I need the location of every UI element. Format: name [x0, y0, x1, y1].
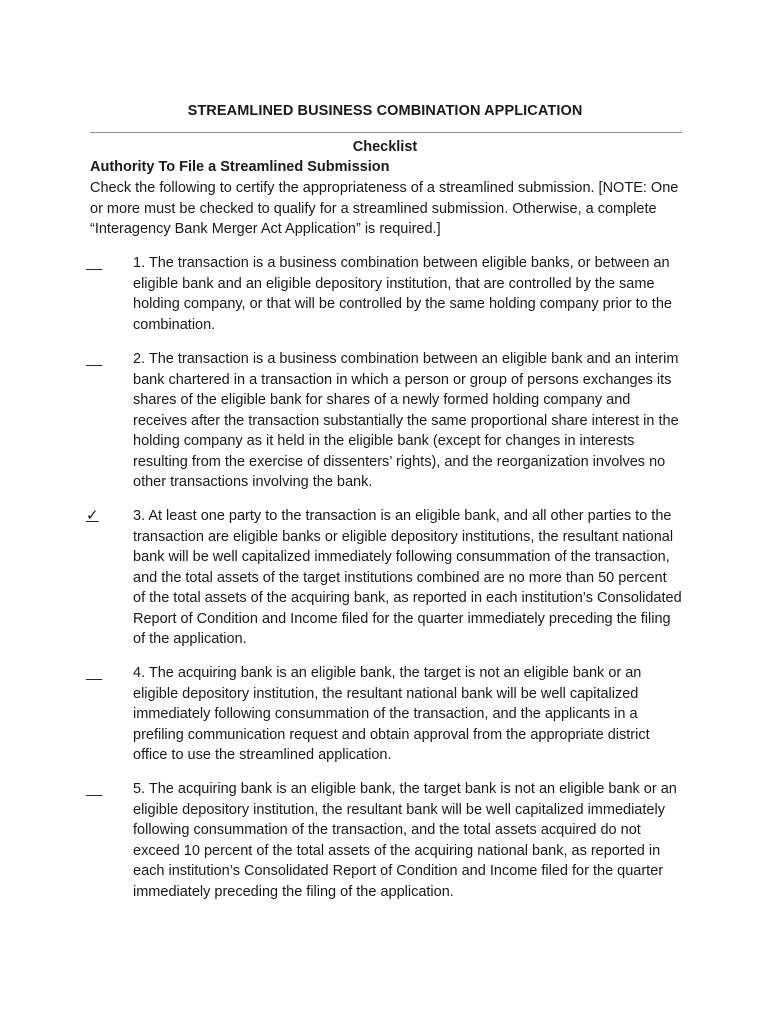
checklist-item-1 [86, 253, 682, 335]
checklist-item-4 [86, 663, 682, 766]
checklist-item-text: 4. The acquiring bank is an eligible bank, the target is not an eligible bank or an eligible depository institution, the resultant national bank will be well capitalized immediately following consummation of the transaction, and the applicants in a prefiling communication request and obtain approval from the appropriate district office to use the streamlined application. [133, 665, 650, 763]
checkbox-blank-1[interactable]: __ [86, 255, 103, 271]
checkbox-blank-4[interactable]: __ [86, 665, 103, 681]
document-title: STREAMLINED BUSINESS COMBINATION APPLICATION [187, 103, 583, 119]
section-heading: Checklist [352, 139, 418, 155]
checklist-item-3 [86, 506, 682, 650]
checklist-item-text: 5. The acquiring bank is an eligible bank, the target bank is not an eligible bank or an eligible depository institution, the resultant bank will be well capitalized immediately following consummation of the transaction, and the total assets acquired do not exceed 10 percent of the total assets of the acquiring national bank, as reported in each institution’s Consolidated Report of Condition and Income filed for the quarter immediately preceding the filing of the application. [133, 781, 677, 900]
title-divider [90, 132, 682, 133]
checklist-item-5 [86, 779, 682, 902]
checkbox-blank-5[interactable]: __ [86, 781, 103, 797]
checkbox-blank-2[interactable]: __ [86, 351, 103, 367]
checklist-item-text: 3. At least one party to the transaction is an eligible bank, and all other parties to the transaction are eligible banks or eligible depository institutions, the resultant national bank will be well capitalized immediately following consummation of the transaction, and the total assets of the target institutions combined are no more than 50 percent of the total assets of the acquiring bank, as reported in each institution’s Consolidated Report of Condition and Income filed for the quarter immediately preceding the filing of the application. [133, 508, 682, 647]
subheading: Authority To File a Streamlined Submission [90, 159, 390, 175]
checklist-item-2 [86, 349, 682, 493]
checklist-item-text: 2. The transaction is a business combination between an eligible bank and an interim bank chartered in a transaction in which a person or group of persons exchanges its shares of the eligible bank for shares of a newly formed holding company and receives after the transaction substantially the same proportional share interest in the holding company as it held in the eligible bank (except for changes in interests resulting from the exercise of dissenters’ rights), and the reorganization involves no other transactions involving the bank. [133, 351, 679, 490]
checklist-item-text: 1. The transaction is a business combination between eligible banks, or between an eligible bank and an eligible depository institution, that are controlled by the same holding company, or that will be controlled by the same holding company prior to the combination. [133, 255, 672, 333]
checkmark-icon[interactable]: ✓ [86, 507, 99, 524]
intro-paragraph: Check the following to certify the appropriateness of a streamlined submission. [NOTE: One or more must be checked to qualify for a streamlined submission. Otherwise, a complete “Interagency Bank Merger Act Application” is required.] [90, 180, 679, 237]
